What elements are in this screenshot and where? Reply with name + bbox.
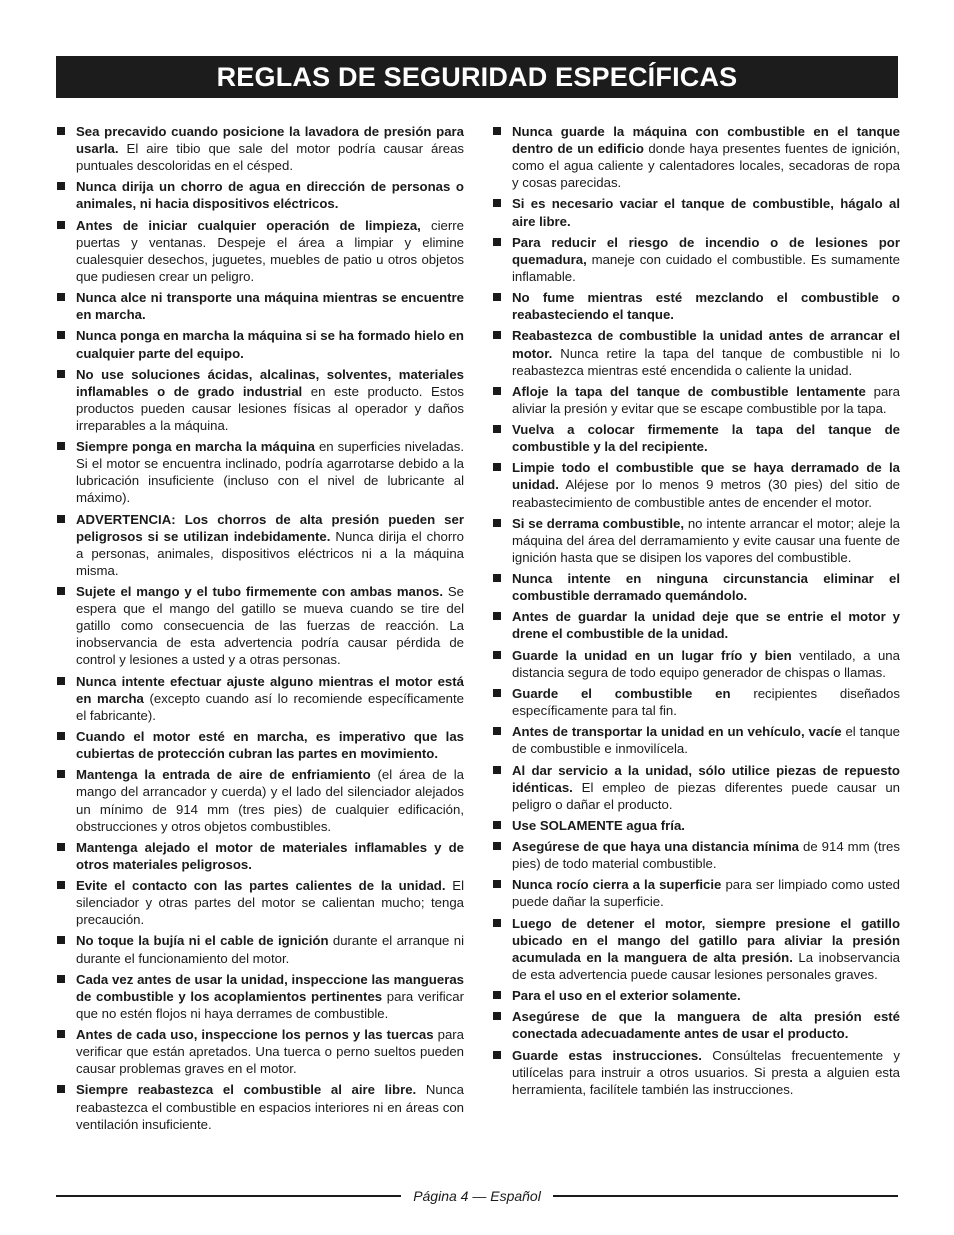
rule-body-text: cierre puertas y ventanas. Despeje el área a limpiar y elimine cualesquier desechos, juguetes, muebles de patio u otros objetos que pudiesen crear un peligro.	[76, 217, 465, 284]
page-footer	[56, 1186, 898, 1206]
rule-bold-text: Nunca guarde la máquina con combustible en el tanque dentro de un edificio	[512, 124, 900, 157]
rule-bold-text: Nunca alce ni transporte una máquina mientras se encuentre en marcha.	[76, 290, 464, 323]
square-bullet-icon	[56, 217, 76, 234]
rule-text	[512, 515, 900, 566]
rule-body-text: (el área de la mango del arrancador y cuerda) y el lado del silenciador alejados un mínimo de 914 mm (tres pies) de cualquier edificación, obstrucciones y otros objetos combustibles.	[76, 767, 465, 834]
rule-bold-text: No fume mientras esté mezclando el combustible o reabasteciendo el tanque.	[512, 290, 900, 323]
rule-text	[512, 195, 900, 229]
safety-rule-item	[492, 647, 900, 681]
rule-text	[76, 178, 464, 212]
rule-body-text: no intente arrancar el motor; aleje la máquina del área del derramamiento y evite causar una fuente de ignición hasta que se disipen los vapores del combustible.	[512, 515, 900, 565]
safety-rule-item	[492, 123, 900, 191]
rule-bold-text: Reabastezca de combustible la unidad antes de arrancar el motor.	[512, 328, 900, 361]
rule-body-text: Nunca reabastezca el combustible en espacios interiores ni en áreas con ventilación insuficiente.	[76, 1082, 464, 1132]
safety-rule-item	[56, 1026, 464, 1077]
rule-body-text: donde haya presentes fuentes de ignición, como el agua caliente y calentadores locales, secadoras de ropa y cosas parecidas.	[512, 141, 900, 191]
safety-rule-item	[492, 195, 900, 229]
rule-text	[512, 838, 900, 872]
rule-body-text: el tanque de combustible e inmovilícela.	[512, 724, 900, 757]
square-bullet-icon	[56, 766, 76, 783]
rule-text	[512, 723, 900, 757]
square-bullet-icon	[492, 608, 512, 625]
rule-bold-text: Guarde el combustible en	[512, 685, 731, 701]
rule-bold-text: Nunca rocío cierra a la superficie	[512, 877, 722, 893]
rule-body-text: La inobservancia de esta advertencia puede causar lesiones personales graves.	[512, 949, 901, 982]
rule-text	[76, 289, 464, 323]
square-bullet-icon	[492, 915, 512, 932]
square-bullet-icon	[492, 383, 512, 400]
rule-text	[512, 915, 900, 983]
rule-bold-text: Guarde la unidad en un lugar frío y bien	[512, 647, 792, 663]
rule-bold-text: Use SOLAMENTE agua fría.	[512, 817, 685, 833]
rule-body-text: para aliviar la presión y evitar que se escape combustible por la tapa.	[512, 383, 901, 416]
rule-body-text: El silenciador y otras partes del motor se calientan mucho; tenga precaución.	[76, 878, 464, 928]
rule-body-text: para verificar que no estén flojos ni haya derrames de combustible.	[76, 988, 464, 1021]
safety-rule-item	[56, 673, 464, 724]
safety-rule-item	[492, 289, 900, 323]
rule-body-text: Aléjese por lo menos 9 metros (30 pies) del sitio de reabastecimiento de combustible antes de encender el motor.	[512, 477, 900, 510]
safety-rule-item	[492, 383, 900, 417]
rule-text	[76, 583, 464, 668]
rule-bold-text: Antes de transportar la unidad en un vehículo, vacíe	[512, 724, 842, 740]
rule-text	[76, 877, 464, 928]
safety-rule-item	[56, 289, 464, 323]
rule-bold-text: Nunca intente en ninguna circunstancia eliminar el combustible derramado quemándolo.	[512, 571, 900, 604]
square-bullet-icon	[492, 515, 512, 532]
rule-text	[76, 327, 464, 361]
safety-rule-item	[492, 723, 900, 757]
rule-text	[512, 608, 900, 642]
rule-text	[512, 762, 900, 813]
rule-text	[512, 123, 900, 191]
rule-text	[512, 685, 900, 719]
rule-body-text: ventilado, a una distancia segura de todo equipo generador de chispas o llamas.	[512, 647, 900, 680]
safety-rule-item	[56, 971, 464, 1022]
square-bullet-icon	[492, 685, 512, 702]
rule-text	[76, 971, 464, 1022]
safety-rule-item	[492, 421, 900, 455]
left-column	[56, 123, 464, 1137]
rule-text	[76, 673, 464, 724]
safety-rule-item	[56, 366, 464, 434]
rule-body-text: El empleo de piezas diferentes puede causar un peligro o dañar el producto.	[512, 779, 900, 812]
square-bullet-icon	[56, 673, 76, 690]
square-bullet-icon	[492, 876, 512, 893]
square-bullet-icon	[492, 195, 512, 212]
rule-bold-text: Si se derrama combustible,	[512, 515, 685, 531]
rule-bold-text: Para reducir el riesgo de incendio o de lesiones por quemadura,	[512, 234, 900, 267]
rule-text	[512, 647, 900, 681]
safety-rule-item	[56, 728, 464, 762]
rule-bold-text: Antes de guardar la unidad deje que se entrie el motor y drene el combustible de la unidad.	[512, 609, 900, 642]
safety-rule-item	[492, 1047, 900, 1098]
square-bullet-icon	[56, 877, 76, 894]
square-bullet-icon	[56, 839, 76, 856]
rule-bold-text: Nunca ponga en marcha la máquina si se ha formado hielo en cualquier parte del equipo.	[76, 328, 464, 361]
square-bullet-icon	[492, 123, 512, 140]
square-bullet-icon	[492, 817, 512, 834]
safety-rule-item	[56, 327, 464, 361]
rule-bold-text: Antes de iniciar cualquier operación de limpieza,	[76, 217, 421, 233]
safety-rule-item	[492, 515, 900, 566]
rule-bold-text: Siempre reabastezca el combustible al aire libre.	[76, 1082, 417, 1098]
section-title-bar	[56, 56, 898, 98]
square-bullet-icon	[56, 123, 76, 140]
rule-bold-text: Evite el contacto con las partes calientes de la unidad.	[76, 878, 446, 894]
safety-rule-item	[56, 932, 464, 966]
safety-rule-item	[492, 1008, 900, 1042]
rule-bold-text: Afloje la tapa del tanque de combustible lentamente	[512, 383, 866, 399]
square-bullet-icon	[492, 570, 512, 587]
rule-body-text: de 914 mm (tres pies) de todo material combustible.	[512, 839, 900, 872]
square-bullet-icon	[492, 647, 512, 664]
rule-text	[512, 817, 900, 834]
rule-bold-text: Cada vez antes de usar la unidad, inspeccione las mangueras de combustible y los acoplamientos pertinentes	[76, 971, 464, 1004]
rule-body-text: en superficies niveladas. Si el motor se encuentra inclinado, podría agarrotarse debido a la lubricación insuficiente (incluso con el nivel de lubricante al máximo).	[76, 439, 465, 506]
square-bullet-icon	[492, 723, 512, 740]
rule-text	[76, 766, 464, 834]
square-bullet-icon	[56, 178, 76, 195]
rule-bold-text: Antes de cada uso, inspeccione los pernos y las tuercas	[76, 1027, 434, 1043]
safety-rule-item	[492, 987, 900, 1004]
square-bullet-icon	[56, 327, 76, 344]
rule-body-text: El aire tibio que sale del motor podría causar áreas puntuales descoloridas en el césped.	[76, 141, 464, 174]
square-bullet-icon	[56, 583, 76, 600]
square-bullet-icon	[56, 728, 76, 745]
rule-body-text: Se espera que el mango del gatillo se mueva cuando se tire del gatillo como consecuencia de las fuerzas de reacción. La inobservancia de esta advertencia podría causar pérdida de control y lesiones a usted y a otras personas.	[76, 584, 464, 668]
rule-text	[76, 366, 464, 434]
rule-bold-text: Siempre ponga en marcha la máquina	[76, 439, 315, 455]
rule-bold-text: Luego de detener el motor, siempre presione el gatillo ubicado en el mango del gatillo para aliviar la presión acumulada en la manguera de alta presión.	[512, 915, 900, 965]
square-bullet-icon	[56, 971, 76, 988]
rule-bold-text: Mantenga alejado el motor de materiales inflamables y de otros materiales peligrosos.	[76, 839, 464, 872]
rule-body-text: en este producto. Estos productos pueden causar lesiones físicas al operador y daños irreparables a la máquina.	[76, 383, 464, 433]
rule-text	[512, 327, 900, 378]
square-bullet-icon	[492, 838, 512, 855]
rule-body-text: maneje con cuidado el combustible. Es sumamente inflamable.	[512, 251, 900, 284]
rule-text	[512, 876, 900, 910]
square-bullet-icon	[492, 762, 512, 779]
safety-rule-item	[492, 915, 900, 983]
rule-bold-text: Limpie todo el combustible que se haya derramado de la unidad.	[512, 460, 900, 493]
rule-body-text: para verificar que están apretados. Una tuerca o perno sueltos pueden causar problemas graves en el motor.	[76, 1027, 464, 1077]
rule-body-text: recipientes diseñados específicamente para tal fin.	[512, 685, 900, 719]
rule-body-text: durante el arranque ni durante el funcionamiento del motor.	[76, 933, 465, 966]
rule-bold-text: Asegúrese de que la manguera de alta presión esté conectada adecuadamente antes de usar el producto.	[512, 1009, 900, 1042]
square-bullet-icon	[56, 289, 76, 306]
rule-text	[512, 1047, 900, 1098]
safety-rule-item	[492, 327, 900, 378]
safety-rule-item	[492, 685, 900, 719]
rule-bold-text: Al dar servicio a la unidad, sólo utilice piezas de repuesto idénticas.	[512, 762, 900, 795]
square-bullet-icon	[492, 421, 512, 438]
rule-bold-text: Mantenga la entrada de aire de enfriamiento	[76, 767, 371, 783]
safety-rule-item	[56, 839, 464, 873]
square-bullet-icon	[56, 438, 76, 455]
square-bullet-icon	[492, 987, 512, 1004]
safety-rule-item	[492, 608, 900, 642]
rule-text	[76, 511, 464, 579]
footer-rule-left	[56, 1195, 401, 1197]
rule-text	[512, 570, 900, 604]
page-title: REGLAS DE SEGURIDAD ESPECÍFICAS	[216, 61, 738, 92]
rule-body-text: Consúltelas frecuentemente y utilícelas para instruir a otros usuarios. Si presta a alguien esta herramienta, facilítele también las instrucciones.	[512, 1047, 900, 1097]
safety-rule-item	[492, 234, 900, 285]
safety-rule-item	[492, 762, 900, 813]
rule-text	[512, 234, 900, 285]
square-bullet-icon	[492, 327, 512, 344]
square-bullet-icon	[56, 511, 76, 528]
rule-text	[76, 217, 464, 285]
rule-bold-text: Para el uso en el exterior solamente.	[512, 988, 741, 1004]
rule-text	[512, 987, 900, 1004]
rule-body-text: Nunca dirija el chorro a personas, animales, dispositivos eléctricos ni a la máquina misma.	[76, 528, 464, 578]
safety-rule-item	[56, 877, 464, 928]
right-column	[492, 123, 900, 1102]
safety-rule-item	[492, 817, 900, 834]
rule-bold-text: Vuelva a colocar firmemente la tapa del tanque de combustible y la del recipiente.	[512, 422, 900, 455]
safety-rule-item	[56, 217, 464, 285]
rule-text	[512, 383, 900, 417]
rule-text	[512, 459, 900, 510]
safety-rule-item	[56, 123, 464, 174]
rule-bold-text: Guarde estas instrucciones.	[512, 1047, 702, 1063]
rule-bold-text: Sujete el mango y el tubo firmemente con ambas manos.	[76, 584, 443, 600]
safety-rule-item	[56, 583, 464, 668]
rule-text	[76, 1026, 464, 1077]
rule-bold-text: Cuando el motor esté en marcha, es imperativo que las cubiertas de protección cubran las partes en movimiento.	[76, 729, 464, 762]
rule-body-text: para ser limpiado como usted puede dañar la superficie.	[512, 877, 900, 910]
rule-text	[512, 289, 900, 323]
rule-bold-text: Sea precavido cuando posicione la lavadora de presión para usarla.	[76, 124, 464, 157]
square-bullet-icon	[492, 1008, 512, 1025]
square-bullet-icon	[492, 1047, 512, 1064]
safety-rule-item	[56, 1081, 464, 1132]
safety-rule-item	[56, 438, 464, 506]
rule-text	[76, 123, 464, 174]
safety-rule-item	[56, 766, 464, 834]
rule-bold-text: ADVERTENCIA: Los chorros de alta presión pueden ser peligrosos si se utilizan indebidamente.	[76, 511, 464, 544]
square-bullet-icon	[56, 932, 76, 949]
rule-text	[76, 438, 464, 506]
rule-body-text: Nunca retire la tapa del tanque de combustible ni lo reabastezca mientras esté encendida o caliente la unidad.	[512, 345, 900, 378]
rule-bold-text: Nunca dirija un chorro de agua en dirección de personas o animales, ni hacia dispositivos eléctricos.	[76, 179, 464, 212]
rule-bold-text: Asegúrese de que haya una distancia mínima	[512, 839, 800, 855]
footer-rule-right	[553, 1195, 898, 1197]
rule-text	[76, 1081, 464, 1132]
safety-rule-item	[56, 178, 464, 212]
safety-rule-item	[492, 459, 900, 510]
square-bullet-icon	[492, 234, 512, 251]
rule-text	[76, 728, 464, 762]
rule-body-text: (excepto cuando así lo recomiende específicamente el fabricante).	[76, 690, 464, 723]
rule-bold-text: Si es necesario vaciar el tanque de combustible, hágalo al aire libre.	[512, 196, 900, 229]
rule-bold-text: No use soluciones ácidas, alcalinas, solventes, materiales inflamables o de grado industrial	[76, 366, 464, 399]
square-bullet-icon	[492, 459, 512, 476]
rule-bold-text: Nunca intente efectuar ajuste alguno mientras el motor está en marcha	[76, 673, 464, 706]
safety-rule-item	[492, 876, 900, 910]
square-bullet-icon	[492, 289, 512, 306]
rule-text	[76, 839, 464, 873]
rule-text	[76, 932, 464, 966]
rule-text	[512, 421, 900, 455]
safety-rule-item	[56, 511, 464, 579]
page-number: Página 4 — Español	[413, 1188, 541, 1204]
square-bullet-icon	[56, 1026, 76, 1043]
square-bullet-icon	[56, 1081, 76, 1098]
safety-rule-item	[492, 838, 900, 872]
safety-rule-item	[492, 570, 900, 604]
rule-bold-text: No toque la bujía ni el cable de ignición	[76, 933, 329, 949]
square-bullet-icon	[56, 366, 76, 383]
rule-text	[512, 1008, 900, 1042]
